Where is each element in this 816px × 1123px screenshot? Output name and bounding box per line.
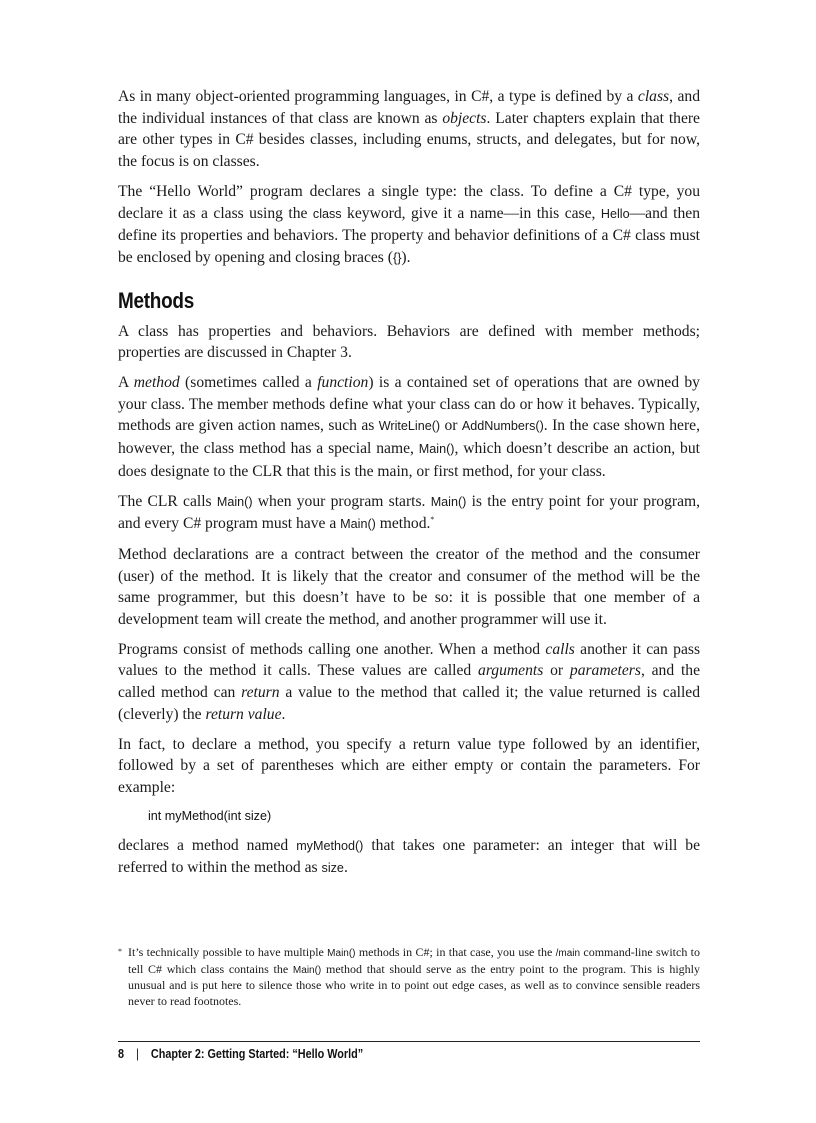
paragraph-types-intro: As in many object-oriented programming languages, in C#, a type is defined by a class, and the individual instances of that class are known as objects. Later chapters explain that there are other types in C# besides classes, including enums, structs, and delegates, but for now, the focus is on classes. (118, 88, 700, 171)
paragraph-method-calls: Programs consist of methods calling one another. When a method calls another it can pass values to the method it calls. These values are called arguments or parameters, and the called method can return a value to the method that called it; the value returned is called (cleverly) the return value. (118, 640, 701, 723)
term-return-value: return value (205, 705, 282, 723)
paragraph-method-definition: A method (sometimes called a function) is a contained set of operations that are owned by your class. The member methods define what your class can do or how it behaves. Typically, methods are given action names, such as WriteLine() or AddNumbers(). In the case shown here, however, the class method has a special name, Main(), which doesn’t describe an action, but does designate to the CLR that this is the main, or first method, for your class. (118, 374, 700, 480)
code-main: Main() (418, 442, 455, 457)
code-main: Main() (216, 494, 253, 509)
paragraph-class-behaviors: A class has properties and behaviors. Behaviors are defined with member methods; properties are discussed in Chapter 3. (118, 322, 700, 362)
page-body (118, 86, 700, 888)
term-method: method (133, 374, 180, 392)
code-example: int myMethod(int size) (148, 808, 272, 823)
footnote-text: It’s technically possible to have multiple Main() methods in C#; in that case, you use the /main command-line switch to tell C# which class contains the Main() method that should serve as the entry point to the program. This is highly unusual and is put here to silence those who write in to point out edge cases, as well as to convince sensible readers never to read footnotes. (128, 945, 700, 1008)
paragraph-declare-method: In fact, to declare a method, you specify a return value type followed by an identifier, followed by a set of parentheses which are either empty or contain the parameters. For example: (118, 735, 700, 796)
paragraph-method-contract: Method declarations are a contract between the creator of the method and the consumer (user) of the method. It is likely that the creator and consumer of the method will be the same programmer, but this doesn’t have to be so: it is possible that one member of a development team will create the method, and another programmer will use it. (118, 545, 700, 629)
paragraph-declares-mymethod: declares a method named myMethod() that takes one parameter: an integer that will be referred to within the method as size. (118, 836, 700, 877)
term-class: class (637, 88, 670, 105)
page-footer (118, 1047, 363, 1061)
term-calls: calls (545, 640, 575, 658)
code-main: Main() (340, 517, 376, 532)
term-return: return (241, 684, 280, 702)
code-addnumbers: AddNumbers() (461, 419, 544, 434)
footnote-marker[interactable]: * (430, 515, 435, 525)
paragraph-clr-calls-main: The CLR calls Main() when your program starts. Main() is the entry point for your program, and every C# program must have a Main() method.* (118, 492, 701, 533)
code-size: size (321, 861, 344, 876)
paragraph-hello-world-type: The “Hello World” program declares a single type: the class. To define a C# type, you declare it as a class using the class keyword, give it a name—in this case, Hello—and then define its properties and behaviors. The property and behavior definitions of a C# class must be enclosed by opening and closing braces ({}). (118, 182, 700, 266)
term-function: function (317, 374, 369, 392)
code-main: Main() (327, 948, 356, 959)
code-hello: Hello (600, 206, 630, 221)
code-class-keyword: class (312, 206, 342, 221)
term-objects: objects (442, 109, 487, 127)
footnote (118, 945, 700, 1009)
section-heading-methods: Methods (118, 287, 194, 313)
footer-divider (118, 1041, 700, 1042)
code-writeline: WriteLine() (378, 419, 441, 434)
code-main: Main() (292, 964, 322, 976)
term-parameters: parameters (569, 662, 641, 680)
code-braces: {} (392, 250, 402, 265)
page-number: 8 (118, 1047, 125, 1061)
footnote-mark: * (118, 947, 122, 956)
running-chapter-title: Chapter 2: Getting Started: “Hello World” (150, 1047, 364, 1061)
term-arguments: arguments (478, 662, 544, 680)
code-mymethod: myMethod() (296, 838, 364, 853)
code-main-switch: /main (555, 948, 581, 959)
code-main: Main() (430, 494, 467, 509)
footer-separator: | (136, 1047, 139, 1061)
